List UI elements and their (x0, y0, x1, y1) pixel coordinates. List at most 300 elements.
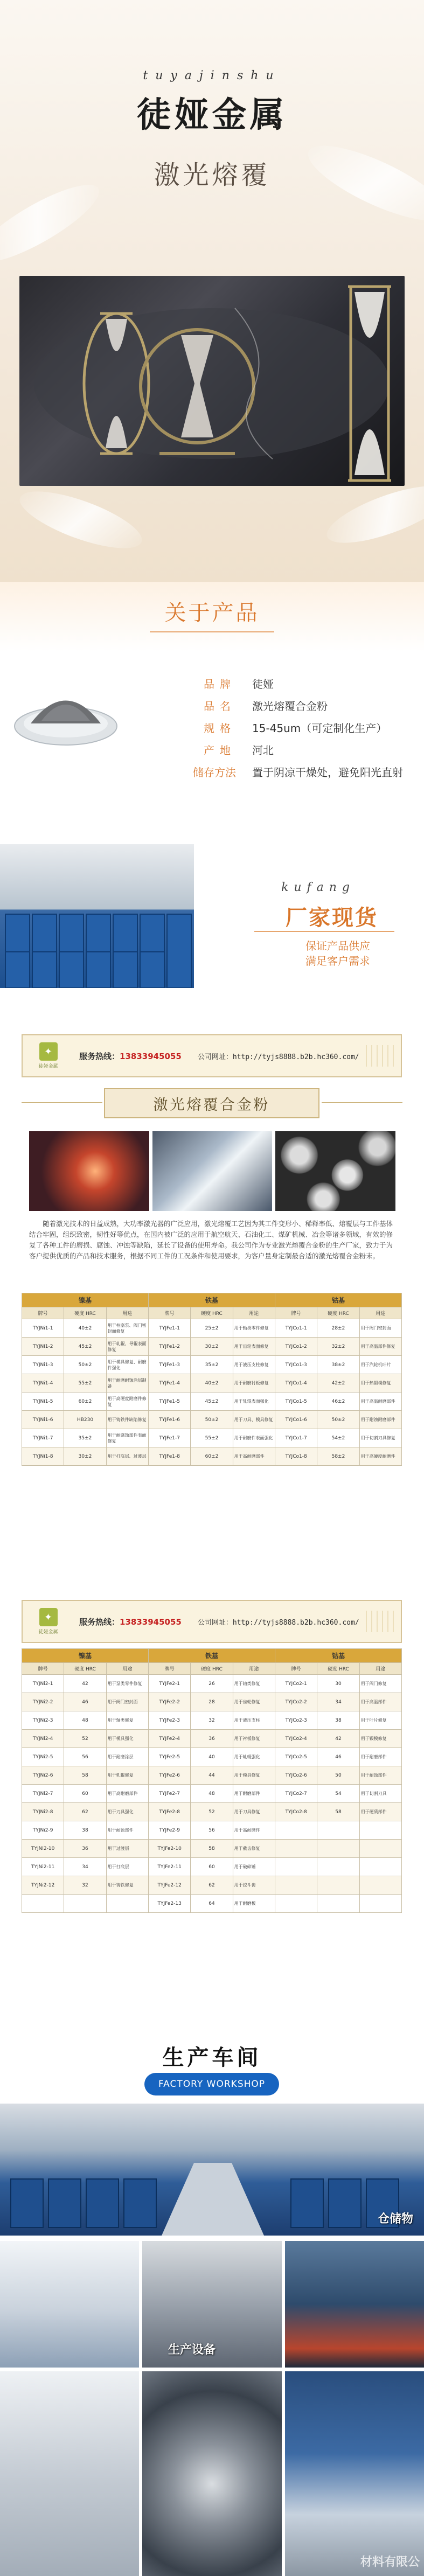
group-header: 铁基 (148, 1649, 275, 1663)
hero-section (0, 0, 424, 582)
grade-cell: TYJNi2-5 (22, 1748, 64, 1766)
usage-cell: 用于高耐磨部件 (106, 1785, 148, 1803)
empty-cell (317, 1840, 359, 1858)
usage-cell: 用于轧辊修复 (106, 1766, 148, 1785)
usage-cell: 用于耐蚀部件 (359, 1766, 401, 1785)
group-header: 铁基 (148, 1293, 275, 1307)
hourglass-illustration (19, 276, 405, 486)
usage-cell: 用于耐磨件表面强化 (233, 1429, 275, 1447)
empty-cell (359, 1821, 401, 1840)
logo-icon: ✦ (39, 1608, 58, 1626)
col-header: 用途 (359, 1663, 401, 1675)
hardness-cell: 36 (191, 1730, 233, 1748)
spec-key: 储存方法 (193, 766, 236, 779)
hardness-cell: 34 (317, 1693, 359, 1711)
hardness-cell: 46±2 (317, 1393, 359, 1411)
grade-cell: TYJCo2-4 (275, 1730, 317, 1748)
col-header: 硬度 HRC (64, 1307, 106, 1319)
usage-cell: 用于叶片修复 (359, 1711, 401, 1730)
hardness-cell: 54 (317, 1785, 359, 1803)
usage-cell: 用于打底层、过渡层 (106, 1447, 148, 1466)
grade-cell: TYJFe1-4 (148, 1374, 190, 1393)
grade-cell: TYJNi2-10 (22, 1840, 64, 1858)
grade-cell: TYJCo1-5 (275, 1393, 317, 1411)
usage-cell: 用于轴类零件修复 (233, 1319, 275, 1338)
spec-key: 品牌 (204, 678, 236, 691)
spec-key: 品名 (204, 700, 236, 713)
hotline-label: 服务热线： (79, 1617, 120, 1627)
atomizer-photo (285, 2241, 424, 2368)
logo-text: 徒娅金属 (38, 1064, 58, 1069)
hardness-cell: 38 (64, 1821, 106, 1840)
hardness-cell: 32 (64, 1876, 106, 1895)
usage-cell: 用于汽轮机叶片 (359, 1356, 401, 1374)
group-header: 镍基 (22, 1649, 149, 1663)
empty-cell (64, 1895, 106, 1913)
col-header: 硬度 HRC (191, 1663, 233, 1675)
hardness-cell: 45±2 (191, 1393, 233, 1411)
banner-pattern (366, 1045, 394, 1067)
usage-cell: 用于破碎锤 (233, 1858, 275, 1876)
usage-cell: 用于泵类零件修复 (106, 1675, 148, 1693)
vacuum-chamber-photo (142, 2371, 281, 2576)
hardness-cell: 36 (64, 1840, 106, 1858)
watermark-text: 材料有限公 (360, 2556, 420, 2569)
grade-cell: TYJFe1-5 (148, 1393, 190, 1411)
col-header: 用途 (359, 1307, 401, 1319)
grade-cell: TYJFe1-1 (148, 1319, 190, 1338)
usage-cell: 用于刀具修复 (233, 1803, 275, 1821)
grade-cell: TYJCo1-2 (275, 1338, 317, 1356)
feather-decoration (321, 475, 424, 554)
grade-cell: TYJFe2-2 (148, 1693, 190, 1711)
spec-row-origin (179, 739, 403, 761)
grade-cell: TYJNi2-6 (22, 1766, 64, 1785)
hardness-cell: 32±2 (317, 1338, 359, 1356)
usage-cell: 用于高温耐磨部件 (359, 1393, 401, 1411)
empty-cell (317, 1876, 359, 1895)
usage-cell: 用于铸铁修复 (106, 1876, 148, 1895)
grade-cell: TYJNi1-6 (22, 1411, 64, 1429)
grade-cell: TYJCo2-1 (275, 1675, 317, 1693)
grade-cell: TYJFe1-2 (148, 1338, 190, 1356)
brochure-banner (22, 1600, 402, 1643)
empty-cell (106, 1895, 148, 1913)
hardness-cell: 28±2 (317, 1319, 359, 1338)
hardness-cell: 60 (64, 1785, 106, 1803)
warehouse-barrels-photo (0, 844, 194, 988)
table-row (22, 1748, 402, 1766)
hardness-cell: 58 (64, 1766, 106, 1785)
hardness-cell: 35±2 (191, 1356, 233, 1374)
usage-cell: 用于液压支柱修复 (233, 1356, 275, 1374)
powder-micrograph-photo (275, 1131, 395, 1211)
col-header: 硬度 HRC (191, 1307, 233, 1319)
stock-heading: 厂家现货 (286, 906, 378, 930)
hardness-cell: 55±2 (64, 1374, 106, 1393)
spec-key: 规格 (204, 722, 236, 735)
empty-cell (359, 1895, 401, 1913)
table-row (22, 1876, 402, 1895)
grade-cell: TYJFe2-7 (148, 1785, 190, 1803)
usage-cell: 用于硬质部件 (359, 1803, 401, 1821)
grade-cell: TYJFe2-13 (148, 1895, 190, 1913)
grade-cell: TYJCo2-3 (275, 1711, 317, 1730)
hardness-cell: 40±2 (191, 1374, 233, 1393)
table-row (22, 1858, 402, 1876)
spec-key: 产地 (204, 744, 236, 757)
usage-cell: 用于高硬度耐磨件修复 (106, 1393, 148, 1411)
hardness-cell: 46 (317, 1748, 359, 1766)
hardness-cell: 30±2 (191, 1338, 233, 1356)
title-ornament-left (22, 1102, 102, 1103)
empty-cell (317, 1895, 359, 1913)
hardness-cell: 26 (191, 1675, 233, 1693)
table-row (22, 1766, 402, 1785)
usage-cell: 用于耐磨涂层 (106, 1748, 148, 1766)
usage-cell: 用于耐磨部件 (233, 1785, 275, 1803)
powder-plate-image (12, 645, 120, 753)
table-row (22, 1840, 402, 1858)
usage-cell: 用于柱塞泵、阀门密封面修复 (106, 1319, 148, 1338)
usage-cell: 用于切割刀具修复 (359, 1429, 401, 1447)
table-row (22, 1393, 402, 1411)
grade-cell: TYJFe2-6 (148, 1766, 190, 1785)
usage-cell: 用于液压支柱 (233, 1711, 275, 1730)
usage-cell: 用于模具强化 (106, 1730, 148, 1748)
spec-value: 激光熔覆合金粉 (252, 700, 328, 713)
hardness-cell: 38 (317, 1711, 359, 1730)
usage-cell: 用于轴类修复 (233, 1675, 275, 1693)
col-header: 牌号 (148, 1307, 190, 1319)
hardness-cell: 60±2 (64, 1393, 106, 1411)
empty-cell (275, 1821, 317, 1840)
grade-cell: TYJNi2-4 (22, 1730, 64, 1748)
empty-cell (317, 1821, 359, 1840)
usage-cell: 用于耐蚀耐磨部件 (359, 1411, 401, 1429)
grade-cell: TYJCo2-7 (275, 1785, 317, 1803)
table-row (22, 1730, 402, 1748)
grade-cell: TYJCo1-8 (275, 1447, 317, 1466)
workshop-section (0, 2031, 424, 2576)
grade-cell: TYJNi1-7 (22, 1429, 64, 1447)
brand-pinyin: tuyajinshu (143, 69, 281, 82)
table-row (22, 1711, 402, 1730)
usage-cell: 用于齿轮修复 (233, 1693, 275, 1711)
usage-cell: 用于耐磨部件 (359, 1748, 401, 1766)
usage-cell: 用于耐磨耐蚀涂层制备 (106, 1374, 148, 1393)
stock-line-1: 保证产品供应 (305, 939, 370, 952)
empty-cell (275, 1840, 317, 1858)
grade-cell: TYJNi1-4 (22, 1374, 64, 1393)
table-row (22, 1447, 402, 1466)
usage-cell: 用于阀门修复 (359, 1675, 401, 1693)
grade-cell: TYJCo1-4 (275, 1374, 317, 1393)
company-logo (23, 1037, 74, 1075)
about-title: 关于产品 (164, 601, 260, 625)
grade-cell: TYJFe2-3 (148, 1711, 190, 1730)
hardness-cell: 38±2 (317, 1356, 359, 1374)
stock-line-2: 满足客户需求 (305, 955, 370, 967)
hardness-cell: 50±2 (191, 1411, 233, 1429)
hourglass-photo (19, 276, 405, 486)
col-header: 用途 (233, 1663, 275, 1675)
hardness-cell: 35±2 (64, 1429, 106, 1447)
grade-cell: TYJFe2-4 (148, 1730, 190, 1748)
grade-cell: TYJNi2-7 (22, 1785, 64, 1803)
col-header: 牌号 (22, 1307, 64, 1319)
grade-cell: TYJCo2-2 (275, 1693, 317, 1711)
brand-title: 徒娅金属 (136, 95, 288, 135)
intro-paragraph: 随着激光技术的日益成熟，大功率激光器的广泛应用，激光熔覆工艺因为其工件变形小、稀释率低、熔覆层与工件基体结合牢固，组织致密，韧性好等优点，在国内被广泛的应用于航空航天、石油化工、煤矿机械、冶金等诸多领域，有效的修复了各种工件的磨损、腐蚀、冲蚀等缺陷，延长了设备的使用寿命。我公司作为专业激光熔覆合金粉的生产厂家，致力于为客户提供优质的产品和技术服务，根据不同工件的工况条件和使用要求，为客户量身定制最合适的激光熔覆合金粉末。 (29, 1220, 393, 1260)
usage-cell: 用于轧辊强化 (233, 1748, 275, 1766)
grade-cell: TYJNi1-1 (22, 1319, 64, 1338)
grade-cell: TYJCo2-8 (275, 1803, 317, 1821)
grade-cell: TYJNi1-5 (22, 1393, 64, 1411)
hardness-cell: 54±2 (317, 1429, 359, 1447)
usage-cell: 用于衬板修复 (233, 1730, 275, 1748)
usage-cell: 用于高温部件 (359, 1693, 401, 1711)
usage-cell: 用于刀具强化 (106, 1803, 148, 1821)
table-row (22, 1356, 402, 1374)
table-row (22, 1785, 402, 1803)
spec-row-storage (179, 761, 403, 783)
empty-cell (359, 1858, 401, 1876)
title-divider (150, 631, 274, 632)
grade-cell: TYJFe2-12 (148, 1876, 190, 1895)
table-row (22, 1411, 402, 1429)
hardness-cell: 50±2 (317, 1411, 359, 1429)
usage-cell: 用于高硬度耐磨件 (359, 1447, 401, 1466)
hardness-cell: 52 (64, 1730, 106, 1748)
hardness-cell: 42 (64, 1675, 106, 1693)
col-header: 用途 (233, 1307, 275, 1319)
website-text: 公司网址：http://tyjs8888.b2b.hc360.com/ (197, 1053, 359, 1061)
stock-divider (254, 931, 394, 932)
hardness-cell: 48 (191, 1785, 233, 1803)
spec-row-brand (179, 672, 403, 694)
product-subtitle: 激光熔覆 (154, 160, 270, 190)
feather-decoration (13, 480, 148, 560)
usage-cell: 用于热锻模修复 (359, 1374, 401, 1393)
usage-cell: 用于截齿修复 (233, 1840, 275, 1858)
grade-cell: TYJNi2-11 (22, 1858, 64, 1876)
usage-cell: 用于高耐磨部件 (233, 1447, 275, 1466)
col-header: 硬度 HRC (317, 1663, 359, 1675)
usage-cell: 用于耐腐蚀部件表面修复 (106, 1429, 148, 1447)
hardness-cell: 58 (191, 1840, 233, 1858)
grade-cell: TYJFe2-10 (148, 1840, 190, 1858)
hardness-cell: 40 (191, 1748, 233, 1766)
spec-row-name (179, 694, 403, 716)
alloy-table (22, 1648, 402, 1913)
hotline (79, 1616, 182, 1627)
col-header: 牌号 (275, 1307, 317, 1319)
usage-cell: 用于打底层 (106, 1858, 148, 1876)
hardness-cell: 64 (191, 1895, 233, 1913)
hardness-cell: 46 (64, 1693, 106, 1711)
hardness-cell: 44 (191, 1766, 233, 1785)
hardness-cell: 30±2 (64, 1447, 106, 1466)
brochure-page-2 (0, 1595, 424, 2031)
grade-cell: TYJFe2-5 (148, 1748, 190, 1766)
col-header: 硬度 HRC (64, 1663, 106, 1675)
hardness-cell: 42±2 (317, 1374, 359, 1393)
grade-cell: TYJNi2-3 (22, 1711, 64, 1730)
lab-bench-photo (0, 2371, 139, 2576)
table-row (22, 1319, 402, 1338)
hotline (79, 1050, 182, 1062)
hardness-cell: 40±2 (64, 1319, 106, 1338)
table-row (22, 1821, 402, 1840)
group-header: 镍基 (22, 1293, 149, 1307)
hardness-cell: 50±2 (64, 1356, 106, 1374)
grade-cell: TYJFe1-7 (148, 1429, 190, 1447)
stock-pinyin: kufang (281, 881, 355, 894)
col-header: 硬度 HRC (317, 1307, 359, 1319)
hardness-cell: 62 (64, 1803, 106, 1821)
hotline-number: 13833945055 (120, 1051, 182, 1061)
hardness-cell: HB230 (64, 1411, 106, 1429)
usage-cell: 用于轴类修复 (106, 1711, 148, 1730)
usage-cell: 用于过渡层 (106, 1840, 148, 1858)
spec-value: 置于阴凉干燥处，避免阳光直射 (252, 766, 403, 779)
grade-cell: TYJFe2-9 (148, 1821, 190, 1840)
hardness-cell: 55±2 (191, 1429, 233, 1447)
spec-list (179, 672, 403, 783)
hardness-cell: 30 (317, 1675, 359, 1693)
table-row (22, 1429, 402, 1447)
hardness-cell: 60±2 (191, 1447, 233, 1466)
about-product-section (0, 582, 424, 813)
grade-cell: TYJFe2-1 (148, 1675, 190, 1693)
table-row (22, 1374, 402, 1393)
usage-cell: 用于轧辊表面强化 (233, 1393, 275, 1411)
col-header: 牌号 (22, 1663, 64, 1675)
hardness-cell: 50 (317, 1766, 359, 1785)
usage-cell: 用于齿轮表面修复 (233, 1338, 275, 1356)
empty-cell (22, 1895, 64, 1913)
col-header: 用途 (106, 1663, 148, 1675)
workshop-title: 生产车间 (162, 2045, 262, 2070)
logo-icon: ✦ (39, 1042, 58, 1061)
grade-cell: TYJCo1-7 (275, 1429, 317, 1447)
table-row (22, 1895, 402, 1913)
group-header: 钴基 (275, 1293, 401, 1307)
usage-cell: 用于耐蚀部件 (106, 1821, 148, 1840)
grade-cell: TYJCo2-5 (275, 1748, 317, 1766)
usage-cell: 用于模具修复 (233, 1766, 275, 1785)
brochure-banner (22, 1034, 402, 1077)
workshop-pill: FACTORY WORKSHOP (144, 2073, 279, 2095)
stock-section (0, 813, 424, 1024)
hardness-cell: 34 (64, 1858, 106, 1876)
warehouse-photo (0, 2104, 424, 2236)
usage-cell: 用于阀门密封面 (106, 1693, 148, 1711)
hardness-cell: 56 (191, 1821, 233, 1840)
alloy-table-1 (22, 1293, 402, 1466)
empty-cell (317, 1858, 359, 1876)
spec-value: 徒娅 (252, 678, 274, 691)
storage-caption: 仓储物 (377, 2212, 413, 2226)
alloy-table-2 (22, 1648, 402, 1913)
grade-cell: TYJNi2-1 (22, 1675, 64, 1693)
usage-cell: 用于高温部件修复 (359, 1338, 401, 1356)
usage-cell: 用于轧辊、导辊表面修复 (106, 1338, 148, 1356)
table-row (22, 1338, 402, 1356)
hardness-cell: 56 (64, 1748, 106, 1766)
col-header: 牌号 (275, 1663, 317, 1675)
cladding-surface-photo (152, 1131, 273, 1211)
grade-cell: TYJNi1-8 (22, 1447, 64, 1466)
hardness-cell: 62 (191, 1876, 233, 1895)
col-header: 用途 (106, 1307, 148, 1319)
col-header: 牌号 (148, 1663, 190, 1675)
usage-cell: 用于铸铁件缺陷修复 (106, 1411, 148, 1429)
hardness-cell: 48 (64, 1711, 106, 1730)
grade-cell: TYJNi2-2 (22, 1693, 64, 1711)
banner-pattern (366, 1611, 394, 1632)
logo-text: 徒娅金属 (38, 1630, 58, 1635)
hardness-cell: 52 (191, 1803, 233, 1821)
usage-cell: 用于切割刀具 (359, 1785, 401, 1803)
empty-cell (275, 1858, 317, 1876)
grade-cell: TYJFe1-8 (148, 1447, 190, 1466)
usage-cell: 用于刀具、模具修复 (233, 1411, 275, 1429)
grade-cell: TYJNi1-2 (22, 1338, 64, 1356)
grade-cell: TYJNi2-12 (22, 1876, 64, 1895)
grade-cell: TYJCo1-6 (275, 1411, 317, 1429)
spec-value: 河北 (252, 744, 274, 757)
hardness-cell: 60 (191, 1858, 233, 1876)
workshop-photos (0, 2371, 424, 2576)
website-text: 公司网址：http://tyjs8888.b2b.hc360.com/ (197, 1618, 359, 1627)
process-images (29, 1131, 395, 1211)
grade-cell: TYJCo1-1 (275, 1319, 317, 1338)
usage-cell: 用于模具修复、耐磨件强化 (106, 1356, 148, 1374)
grade-cell: TYJFe2-11 (148, 1858, 190, 1876)
grade-cell: TYJCo1-3 (275, 1356, 317, 1374)
brochure-section-title: 激光熔覆合金粉 (104, 1088, 319, 1118)
empty-cell (275, 1876, 317, 1895)
laser-cladding-photo (29, 1131, 149, 1211)
usage-cell: 用于锻模修复 (359, 1730, 401, 1748)
grade-cell: TYJNi2-9 (22, 1821, 64, 1840)
spec-row-size (179, 716, 403, 739)
group-header: 钴基 (275, 1649, 401, 1663)
hotline-number: 13833945055 (120, 1617, 182, 1627)
grade-cell: TYJFe1-6 (148, 1411, 190, 1429)
usage-cell: 用于高耐磨件 (233, 1821, 275, 1840)
table-row (22, 1803, 402, 1821)
hardness-cell: 28 (191, 1693, 233, 1711)
usage-cell: 用于阀门密封面 (359, 1319, 401, 1338)
grade-cell: TYJCo2-6 (275, 1766, 317, 1785)
company-logo (23, 1603, 74, 1640)
equipment-caption: 生产设备 (168, 2343, 216, 2357)
usage-cell: 用于耐磨板 (233, 1895, 275, 1913)
hardness-cell: 42 (317, 1730, 359, 1748)
hardness-cell: 25±2 (191, 1319, 233, 1338)
tower-equipment-photo (285, 2371, 424, 2576)
usage-cell: 用于耐磨衬板修复 (233, 1374, 275, 1393)
grade-cell: TYJFe2-8 (148, 1803, 190, 1821)
hotline-label: 服务热线： (79, 1051, 120, 1061)
title-ornament-right (322, 1102, 402, 1103)
empty-cell (359, 1876, 401, 1895)
empty-cell (359, 1840, 401, 1858)
spec-value: 15-45um（可定制化生产） (252, 722, 387, 735)
